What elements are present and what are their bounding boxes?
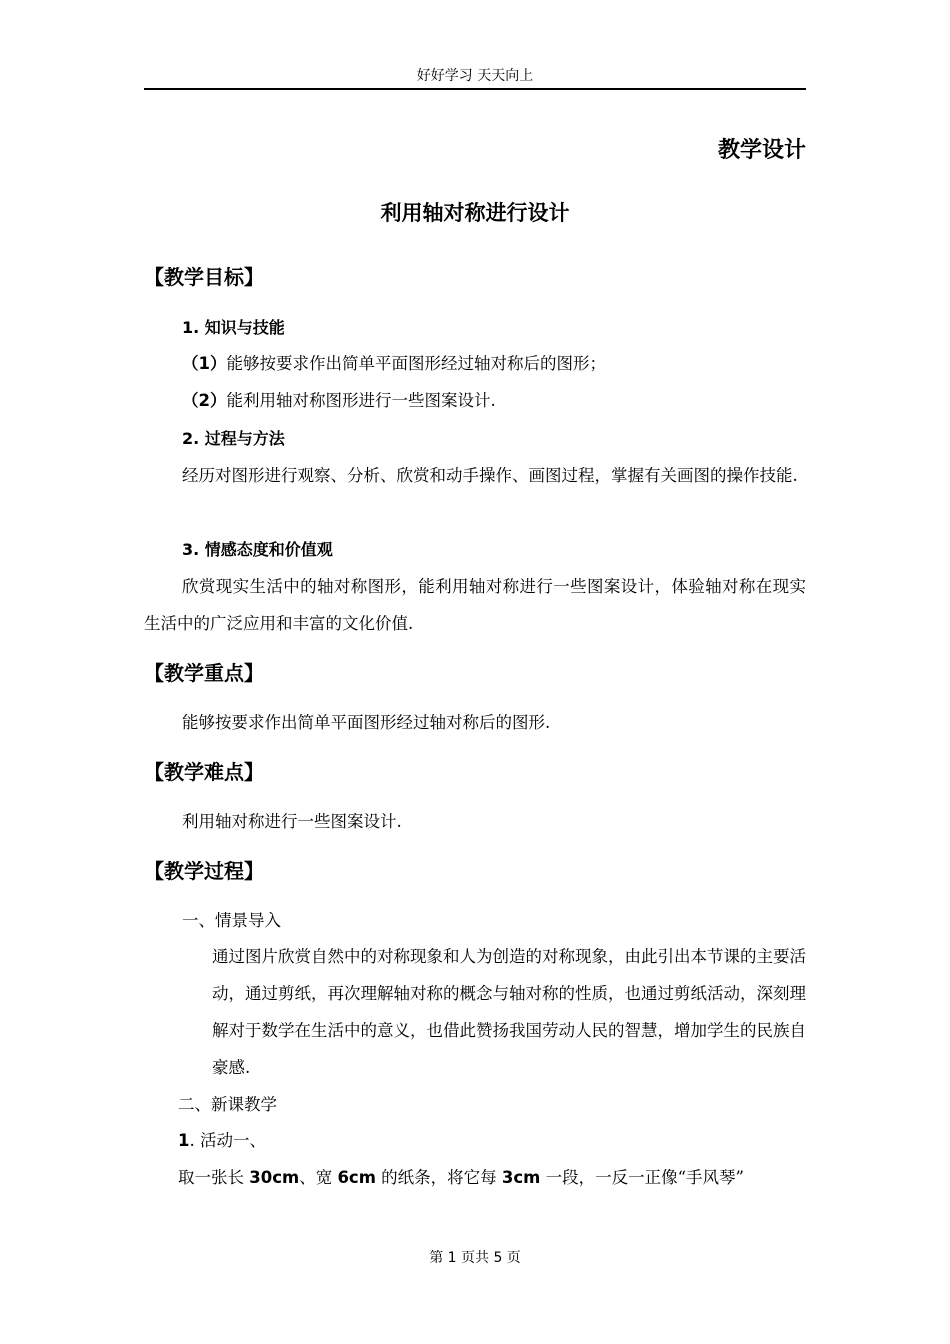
- list-item-text: 能利用轴对称图形进行一些图案设计.: [226, 391, 496, 410]
- page-title: 利用轴对称进行设计: [380, 201, 570, 225]
- header-divider: [144, 88, 806, 90]
- paragraph-intro: 通过图片欣赏自然中的对称现象和人为创造的对称现象，由此引出本节课的主要活动，通过剪纸，再次理解轴对称的概念与轴对称的性质，也通过剪纸活动，深刻理解对于数学在生活中的意义，也借此赞扬我国劳动人民的智慧，增加学生的民族自豪感.: [212, 947, 806, 1077]
- section-heading-difficulties: 【教学难点】: [144, 760, 264, 784]
- list-item-number: （1）: [182, 354, 227, 373]
- paragraph-process: 经历对图形进行观察、分析、欣赏和动手操作、画图过程，掌握有关画图的操作技能.: [182, 466, 798, 485]
- subheading-intro: 一、情景导入: [182, 911, 281, 930]
- page-footer: 第 1 页共 5 页: [429, 1250, 521, 1266]
- measure-segment: 3cm: [501, 1168, 541, 1187]
- document-type: 教学设计: [717, 138, 806, 163]
- subheading-knowledge: 1. 知识与技能: [182, 318, 285, 337]
- list-item: [182, 352, 606, 376]
- measure-length: 30cm: [249, 1168, 300, 1187]
- subheading-new-lesson: 二、新课教学: [178, 1095, 277, 1114]
- text-run: 取一张长: [178, 1168, 250, 1187]
- section-heading-procedure: 【教学过程】: [144, 859, 264, 883]
- activity-number: 1: [178, 1131, 190, 1150]
- paragraph-emotion: 欣赏现实生活中的轴对称图形，能利用轴对称进行一些图案设计，体验轴对称在现实生活中的广泛应用和丰富的文化价值.: [144, 577, 806, 633]
- paragraph-activity: [178, 1166, 744, 1190]
- paragraph-difficulties: 利用轴对称进行一些图案设计.: [182, 812, 402, 831]
- subheading-emotion: 3. 情感态度和价值观: [182, 540, 333, 559]
- text-run: 的纸条，将它每: [375, 1168, 502, 1187]
- activity-label: [178, 1129, 266, 1153]
- section-heading-key-points: 【教学重点】: [144, 661, 264, 685]
- measure-width: 6cm: [337, 1168, 376, 1187]
- text-run: 、宽: [299, 1168, 338, 1187]
- activity-title: . 活动一、: [189, 1131, 266, 1150]
- section-heading-objectives: 【教学目标】: [144, 265, 264, 289]
- list-item: [182, 389, 496, 413]
- page-header: 好好学习 天天向上: [416, 68, 534, 84]
- subheading-process: 2. 过程与方法: [182, 429, 285, 448]
- list-item-text: 能够按要求作出简单平面图形经过轴对称后的图形；: [226, 354, 606, 373]
- text-run: 一段，一反一正像“手风琴”: [540, 1168, 744, 1187]
- paragraph-key-points: 能够按要求作出简单平面图形经过轴对称后的图形.: [182, 713, 551, 732]
- list-item-number: （2）: [182, 391, 227, 410]
